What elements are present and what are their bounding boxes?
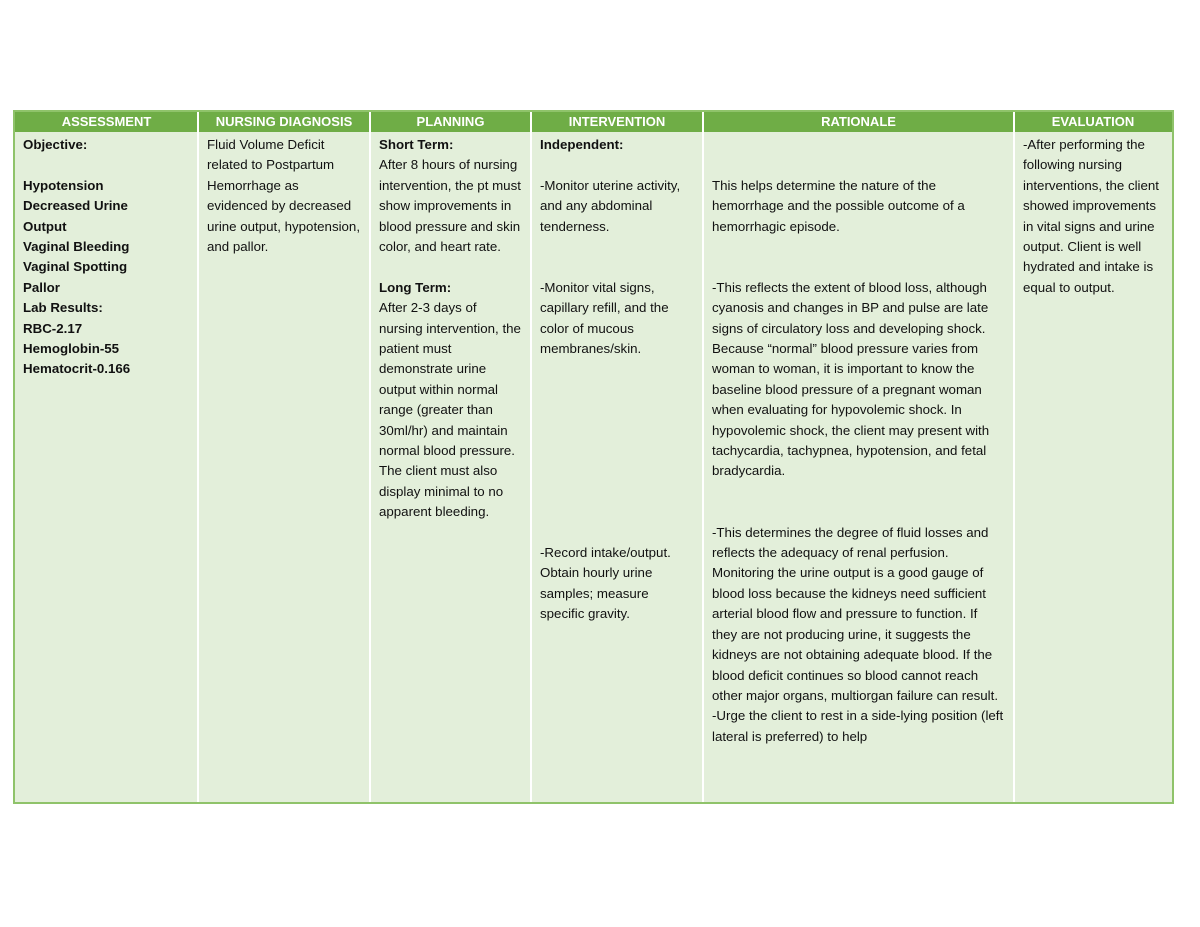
intervention-cell bbox=[532, 132, 702, 802]
header-rationale: RATIONALE bbox=[821, 114, 896, 129]
evaluation-cell bbox=[1015, 132, 1172, 802]
lab-item: Hematocrit-0.166 bbox=[23, 361, 131, 377]
header-planning: PLANNING bbox=[416, 114, 485, 129]
lab-item: Hemoglobin-55 bbox=[23, 341, 120, 357]
short-term-label: Short Term: bbox=[379, 137, 454, 152]
table-header-row bbox=[15, 112, 1172, 132]
finding-item: Hypotension bbox=[23, 177, 104, 193]
long-term-label: Long Term: bbox=[379, 279, 452, 295]
nursing-care-plan-table bbox=[13, 110, 1174, 804]
intervention-item: -Monitor uterine activity, and any abdominal tenderness. bbox=[540, 177, 681, 234]
finding-item: Decreased Urine Output bbox=[23, 198, 128, 234]
objective-label: Objective: bbox=[23, 137, 88, 152]
header-nursing-diagnosis: NURSING DIAGNOSIS bbox=[215, 114, 353, 129]
long-term-text: After 2-3 days of nursing intervention, the patient must demonstrate urine output within normal range (greater than 30ml/hr) and maintain normal blood pressure. The client must also display minimal to no apparent bleeding. bbox=[379, 300, 521, 520]
rationale-item: -This determines the degree of fluid losses and reflects the adequacy of renal perfusion. Monitoring the urine output is a good gauge of blood loss because the kidneys need sufficient arterial blood flow and pressure to function. If they are not producing urine, it suggests the kidneys are not obtaining adequate blood. If the blood deficit continues so blood cannot reach other major organs, multiorgan failure can result. bbox=[712, 524, 999, 703]
intervention-item: -Record intake/output. Obtain hourly urine samples; measure specific gravity. bbox=[540, 545, 671, 622]
short-term-text: After 8 hours of nursing intervention, the pt must show improvements in blood pressure and skin color, and heart rate. bbox=[379, 157, 521, 255]
lab-item: RBC-2.17 bbox=[23, 320, 83, 336]
assessment-cell bbox=[15, 132, 197, 802]
header-evaluation: EVALUATION bbox=[1051, 114, 1135, 129]
evaluation-text: -After performing the following nursing interventions, the client showed improvements in vital signs and urine output. Client is well hydrated and intake is equal to output. bbox=[1023, 137, 1160, 295]
header-assessment: ASSESSMENT bbox=[61, 114, 152, 129]
diagnosis-text: Fluid Volume Deficit related to Postpartum Hemorrhage as evidenced by decreased urine output, hypotension, and pallor. bbox=[207, 137, 361, 255]
header-intervention: INTERVENTION bbox=[568, 114, 666, 129]
nursing-diagnosis-cell bbox=[199, 132, 369, 802]
rationale-item: -Urge the client to rest in a side-lying position (left lateral is preferred) to help bbox=[712, 708, 1004, 744]
rationale-item: This helps determine the nature of the hemorrhage and the possible outcome of a hemorrhagic episode. bbox=[712, 177, 965, 234]
rationale-cell bbox=[704, 132, 1013, 802]
intervention-item: -Monitor vital signs, capillary refill, and the color of mucous membranes/skin. bbox=[540, 279, 669, 357]
lab-results-label: Lab Results: bbox=[23, 300, 103, 316]
finding-item: Vaginal Bleeding bbox=[23, 239, 130, 255]
finding-item: Vaginal Spotting bbox=[23, 259, 128, 275]
planning-cell bbox=[371, 132, 530, 802]
independent-label: Independent: bbox=[540, 137, 624, 152]
finding-item: Pallor bbox=[23, 279, 60, 295]
rationale-item: -This reflects the extent of blood loss, although cyanosis and changes in BP and pulse are late signs of circulatory loss and developing shock. Because “normal” blood pressure varies from woman to woman, it is important to know the baseline blood pressure of a pregnant woman when evaluating for hypovolemic shock. In hypovolemic shock, the client may present with tachycardia, tachypnea, hypotension, and fetal bradycardia. bbox=[712, 279, 990, 479]
